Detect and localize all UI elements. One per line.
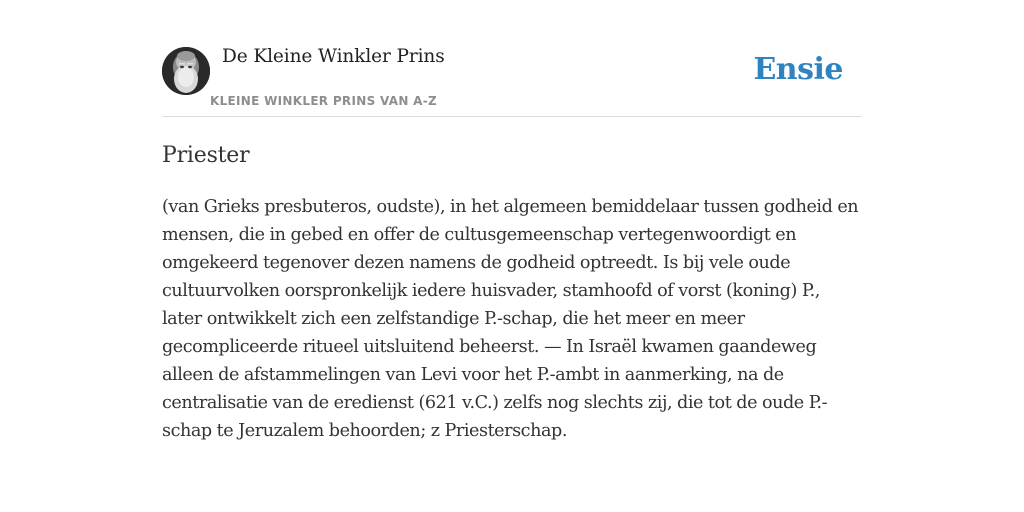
brand-logo[interactable]: Ensie <box>753 52 843 87</box>
header <box>162 44 862 116</box>
page <box>162 44 862 445</box>
author-avatar[interactable] <box>162 47 210 95</box>
header-divider <box>162 116 862 117</box>
avatar-portrait <box>162 47 210 95</box>
book-subtitle[interactable]: KLEINE WINKLER PRINS VAN A-Z <box>210 94 438 108</box>
book-title[interactable]: De Kleine Winkler Prins <box>222 46 445 67</box>
entry-title: Priester <box>162 143 250 168</box>
entry-body: (van Grieks presbuteros, oudste), in het algemeen bemiddelaar tussen godheid en mensen, die in gebed en offer de cultusgemeenschap vertegenwoordigt en omgekeerd tegenover dezen namens de godheid optreedt. Is bij vele oude cultuurvolken oorspronkelijk iedere huisvader, stamhoofd of vorst (koning) P., later ontwikkelt zich een zelfstandige P.-schap, die het meer en meer gecompliceerde ritueel uitsluitend beheerst. — In Israël kwamen gaandeweg alleen de afstammelingen van Levi voor het P.-ambt in aanmerking, na de centralisatie van de eredienst (621 v.C.) zelfs nog slechts zij, die tot de oude P.-schap te Jeruzalem behoorden; z Priesterschap. <box>162 197 859 441</box>
